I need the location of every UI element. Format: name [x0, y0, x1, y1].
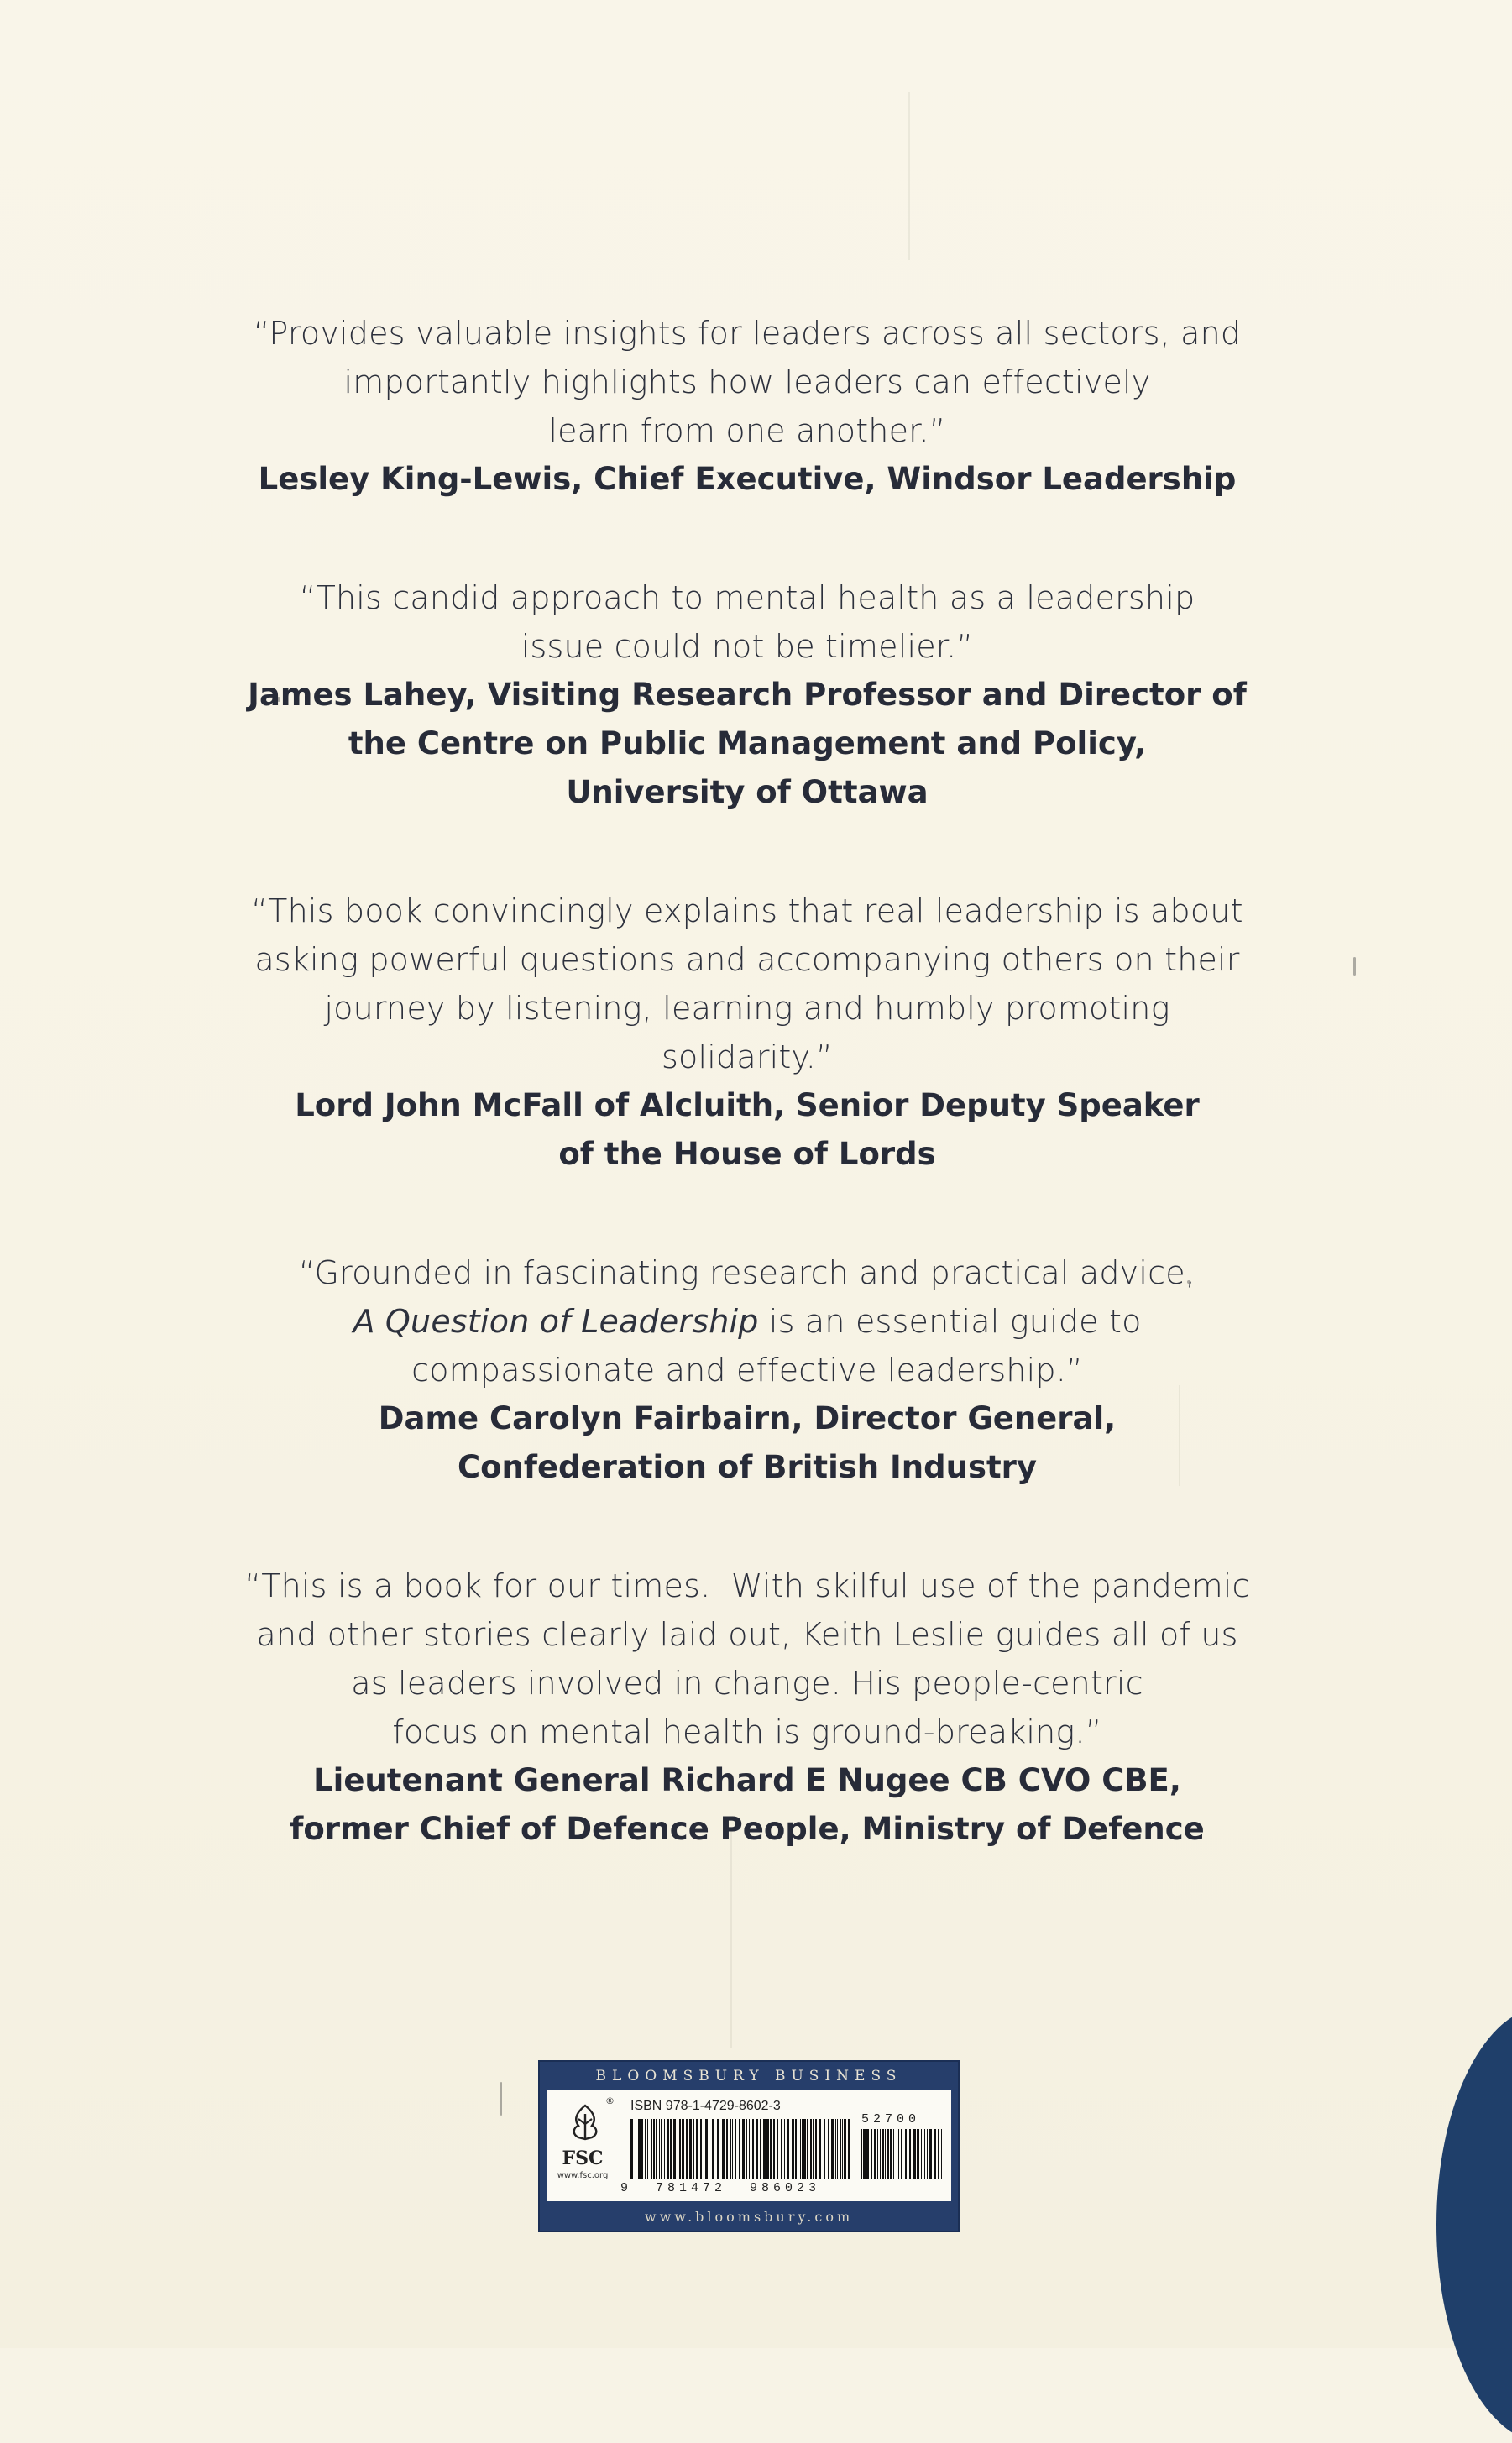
quote-text: “This candid approach to mental health as a leadership issue could not be timelier.” [299, 579, 1195, 665]
barcode-bar [686, 2119, 688, 2179]
barcode-bar [770, 2119, 772, 2179]
barcode-bar [693, 2119, 694, 2179]
barcode-bar [645, 2119, 646, 2179]
barcode-bar [913, 2129, 916, 2179]
barcode-bar [824, 2119, 825, 2179]
attribution: Lord John McFall of Alcluith, Senior Deputy Speaker of the House of Lords [295, 1087, 1200, 1172]
barcode-bar [924, 2129, 925, 2179]
book-title: A Question of Leadership [353, 1303, 759, 1340]
barcode-bar [760, 2119, 761, 2179]
barcode-bar [938, 2129, 939, 2179]
barcode-bar [752, 2119, 754, 2179]
barcode-bar [828, 2119, 829, 2179]
barcode-bar [717, 2119, 719, 2179]
barcode-bar [726, 2119, 728, 2179]
barcode-bar [890, 2129, 892, 2179]
barcode-bar [885, 2129, 886, 2179]
barcode-bar [929, 2129, 932, 2179]
barcode-bar [861, 2129, 862, 2179]
endorsement-2 [235, 573, 1259, 817]
barcode-bar [905, 2129, 907, 2179]
barcode-bar [749, 2119, 750, 2179]
endorsement-5 [235, 1562, 1259, 1854]
barcode-bar [732, 2119, 733, 2179]
barcode-bar [863, 2129, 866, 2179]
barcode-bar [664, 2119, 665, 2179]
barcode-bar [653, 2119, 655, 2179]
barcode-panel [538, 2060, 960, 2232]
barcode-bar [835, 2119, 836, 2179]
isbn-barcode [630, 2119, 850, 2179]
crease-line [908, 92, 910, 260]
barcode-bar [689, 2119, 692, 2179]
barcode-bar [777, 2119, 778, 2179]
barcode-bar [815, 2119, 817, 2179]
fsc-label: FSC [562, 2147, 604, 2169]
attribution: Lesley King-Lewis, Chief Executive, Windsor Leadership [258, 461, 1237, 497]
barcode-bar [673, 2119, 676, 2179]
barcode-bar [934, 2129, 936, 2179]
fsc-tree-icon [565, 2102, 605, 2142]
barcode-bar [882, 2129, 884, 2179]
barcode-bar [787, 2119, 789, 2179]
barcode-bar [630, 2119, 633, 2179]
barcode-bar [877, 2129, 878, 2179]
barcode-bar [842, 2119, 843, 2179]
barcode-bar [700, 2119, 702, 2179]
barcode-bar [917, 2129, 919, 2179]
barcode-bar [773, 2119, 775, 2179]
fsc-url: www.fsc.org [557, 2171, 609, 2180]
barcode-bar [921, 2129, 922, 2179]
endorsement-4 [235, 1248, 1259, 1492]
barcode-bar [661, 2119, 662, 2179]
barcode-bar [810, 2119, 812, 2179]
barcode-bar [848, 2119, 850, 2179]
endorsements [235, 309, 1259, 1923]
barcode-number: 9 781472 986023 [620, 2181, 821, 2195]
barcode-bar [901, 2129, 902, 2179]
barcode-bar [887, 2129, 889, 2179]
barcode-bar [735, 2119, 736, 2179]
barcode-bar [638, 2119, 641, 2179]
endorsement-3 [235, 887, 1259, 1179]
barcode-bar [730, 2119, 731, 2179]
fsc-logo [557, 2099, 615, 2191]
barcode-bar [941, 2129, 942, 2179]
price-barcode [861, 2129, 945, 2179]
barcode-area [547, 2090, 951, 2201]
barcode-bar [722, 2119, 725, 2179]
barcode-bar [756, 2119, 758, 2179]
barcode-bar [893, 2129, 894, 2179]
barcode-bar [742, 2119, 745, 2179]
barcode-bar [696, 2119, 698, 2179]
quote-text: “Grounded in fascinating research and practical advice, A Question of Leadership is an essential guide to compassionate and effective leadership.” [298, 1254, 1196, 1389]
barcode-bar [807, 2119, 808, 2179]
barcode-bar [739, 2119, 740, 2179]
barcode-bar [712, 2119, 714, 2179]
barcode-bar [656, 2119, 657, 2179]
barcode-bar [813, 2119, 814, 2179]
barcode-bar [705, 2119, 708, 2179]
barcode-bar [667, 2119, 669, 2179]
barcode-bar [800, 2119, 801, 2179]
barcode-bar [871, 2129, 872, 2179]
barcode-bar [898, 2129, 899, 2179]
endorsement-1 [235, 309, 1259, 504]
attribution: James Lahey, Visiting Research Professor and Director of the Centre on Public Management and Policy, University of Ottawa [248, 677, 1247, 810]
barcode-bar [819, 2119, 821, 2179]
isbn-text: ISBN 978-1-4729-8602-3 [630, 2099, 781, 2113]
publisher-name: BLOOMSBURY BUSINESS [595, 2068, 902, 2085]
quote-text: “Provides valuable insights for leaders across all sectors, and importantly highlights how leaders can effectively learn from one another.” [253, 315, 1242, 449]
barcode-bar [659, 2119, 660, 2179]
barcode-bar [837, 2119, 838, 2179]
registered-icon: ® [605, 2095, 615, 2106]
quote-text: “This book convincingly explains that real leadership is about asking powerful questions and accompanying others on their journey by listening, learning and humbly promoting solidarity.” [251, 892, 1243, 1075]
barcode-bar [670, 2119, 672, 2179]
attribution: Dame Carolyn Fairbairn, Director General, Confederation of British Industry [378, 1400, 1117, 1485]
publisher-website: www.bloomsbury.com [644, 2209, 854, 2225]
barcode-bar [866, 2129, 869, 2179]
barcode-bar [766, 2119, 769, 2179]
barcode-bar [874, 2129, 876, 2179]
barcode-bar [831, 2119, 834, 2179]
barcode-bar [803, 2119, 806, 2179]
barcode-bar [795, 2119, 797, 2179]
barcode-bar [844, 2119, 846, 2179]
barcode-bar [784, 2119, 785, 2179]
speck [1353, 957, 1356, 976]
barcode-bar [746, 2119, 747, 2179]
barcode-bar [927, 2129, 928, 2179]
price-code: 52700 [861, 2112, 921, 2127]
barcode-bar [682, 2119, 684, 2179]
barcode-bar [647, 2119, 648, 2179]
barcode-bar [651, 2119, 652, 2179]
quote-text: “This is a book for our times. With skilful use of the pandemic and other stories clearly laid out, Keith Leslie guides all of us as leaders involved in change. His people-centric focus on mental health is ground-breaking.” [244, 1567, 1250, 1750]
barcode-bar [880, 2129, 881, 2179]
barcode-bar [840, 2119, 841, 2179]
barcode-bar [909, 2129, 911, 2179]
speck [500, 2082, 502, 2116]
barcode-bar [679, 2119, 681, 2179]
cover-edge-shape [1436, 2006, 1512, 2443]
barcode-bar [763, 2119, 766, 2179]
barcode-bar [641, 2119, 643, 2179]
barcode-bar [792, 2119, 794, 2179]
barcode-bar [802, 2119, 803, 2179]
barcode-bar [781, 2119, 782, 2179]
attribution: Lieutenant General Richard E Nugee CB CVO CBE, former Chief of Defence People, Ministry of Defence [290, 1762, 1205, 1847]
